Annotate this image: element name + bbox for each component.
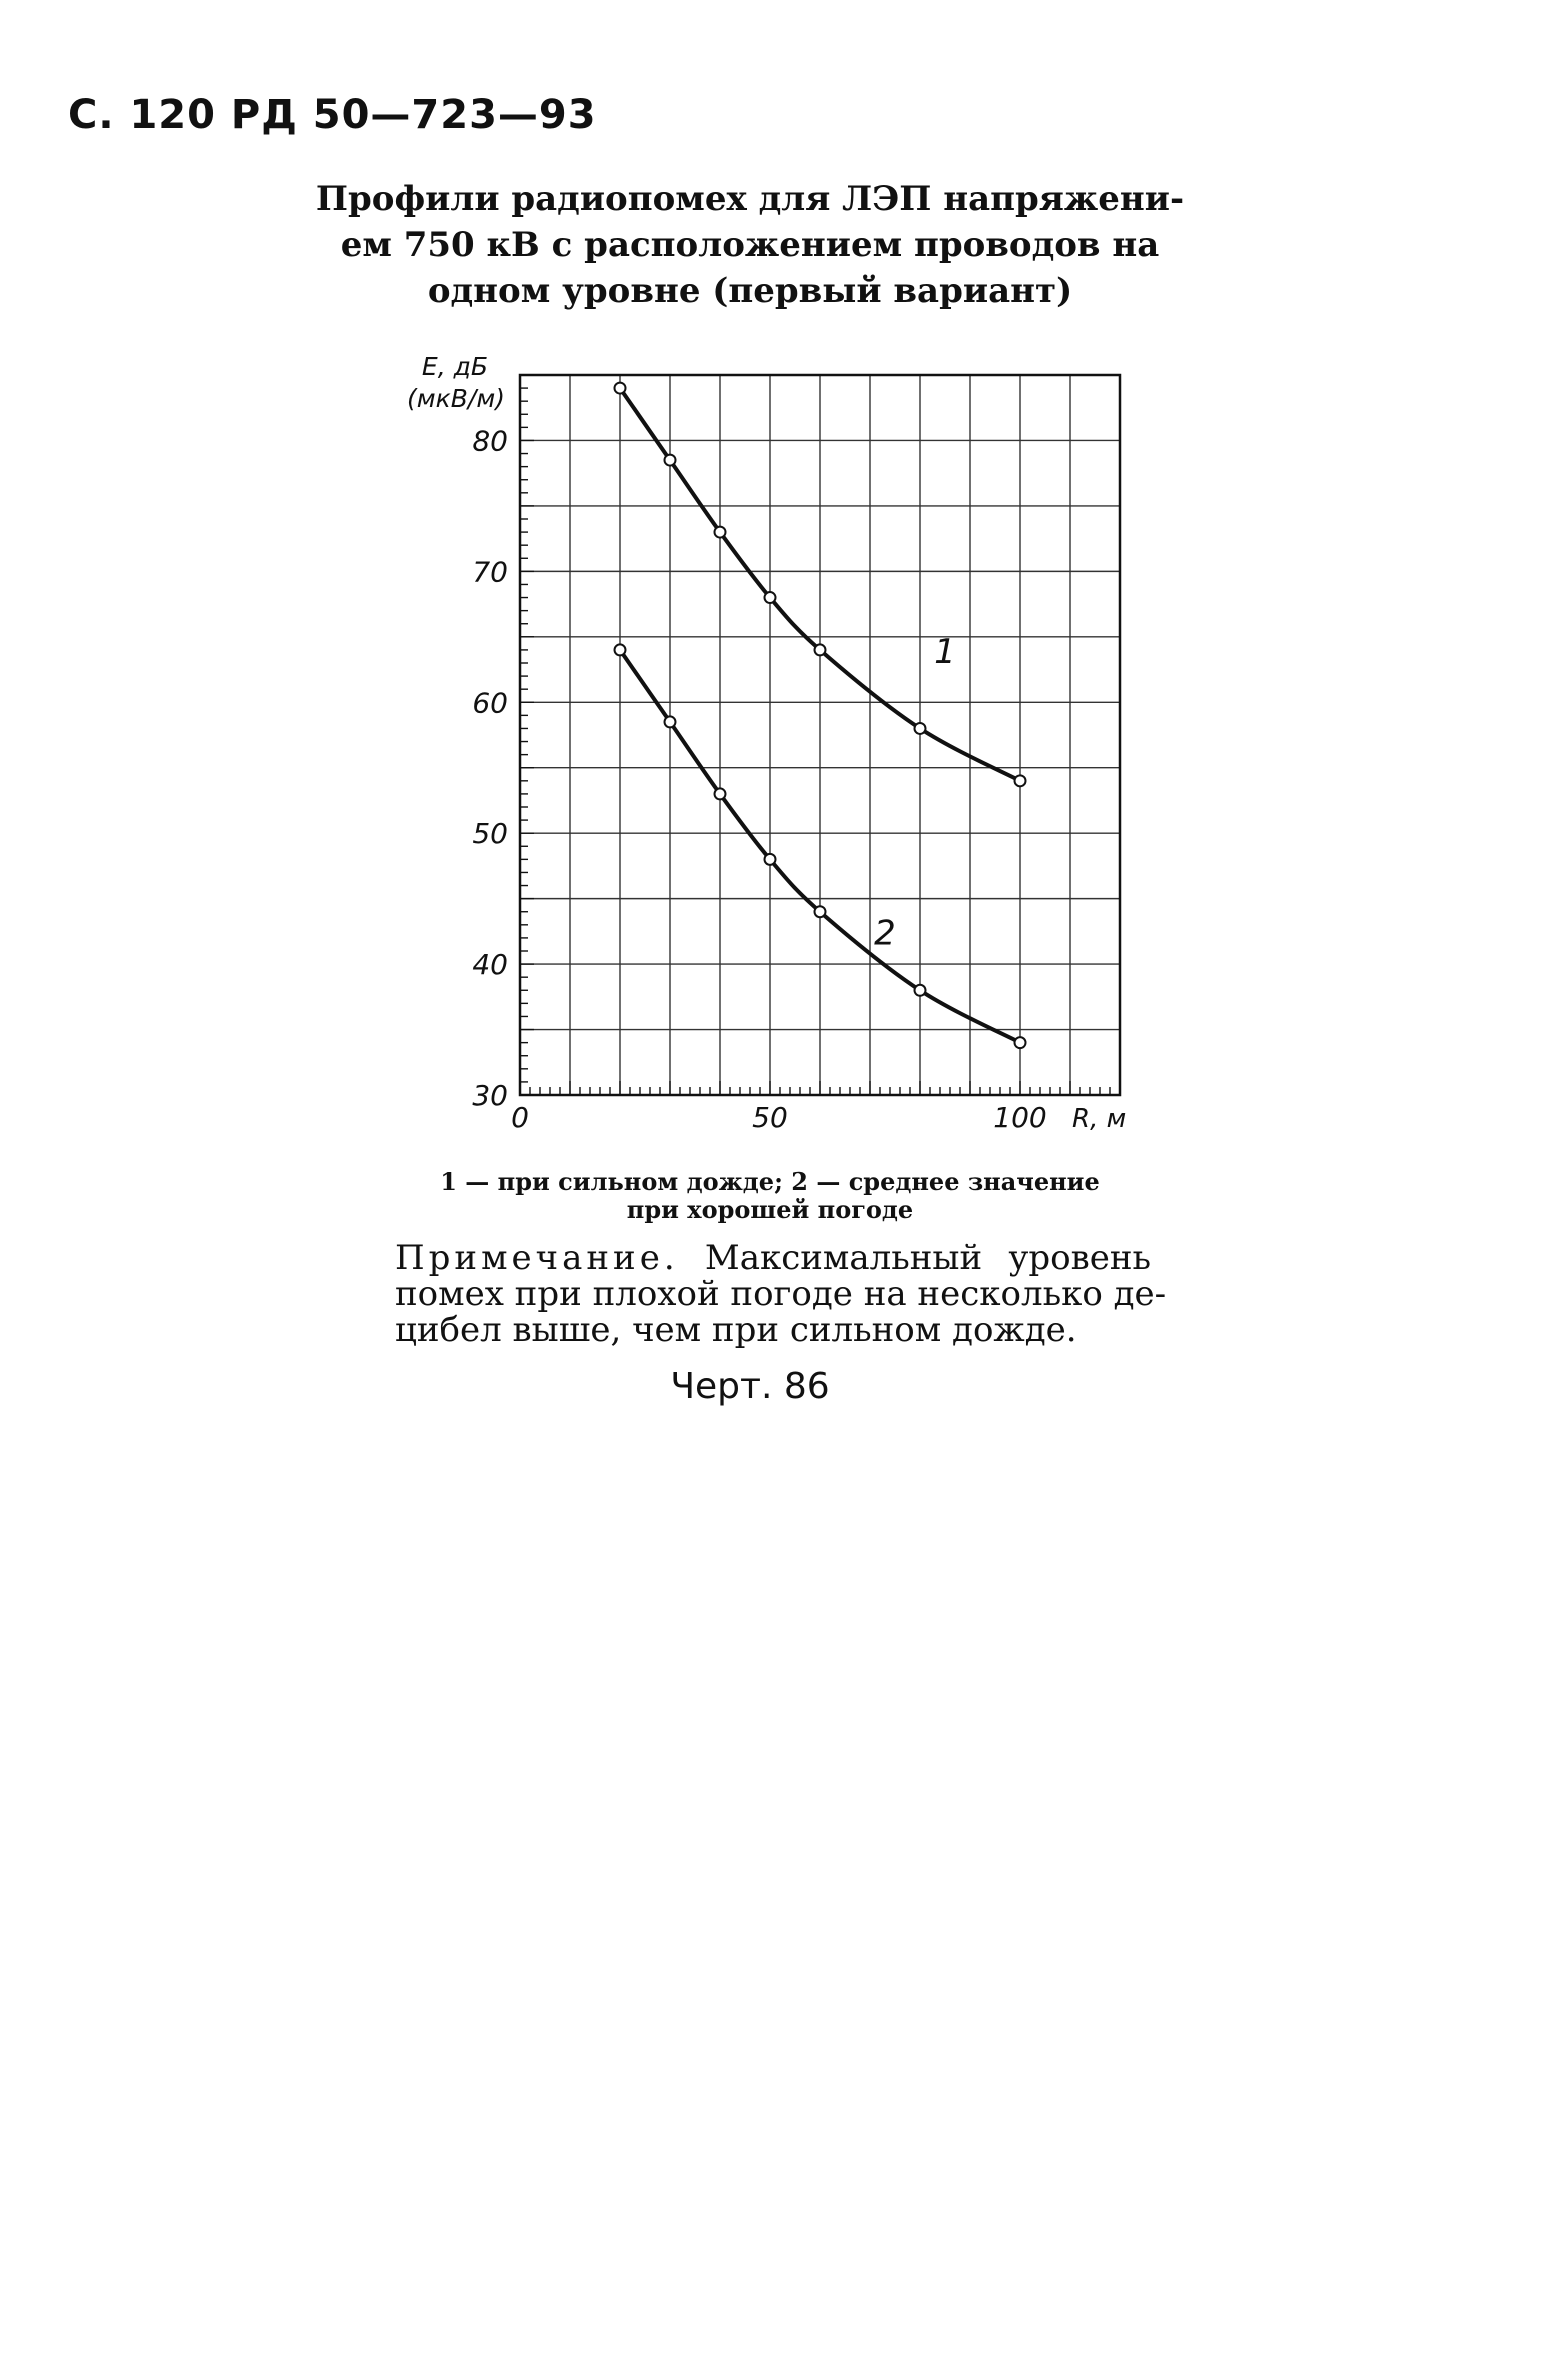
series-label-2: 2: [874, 913, 896, 954]
note-line-3: цибел выше, чем при сильном дожде.: [395, 1310, 1077, 1350]
x-tick-label: 100: [993, 1101, 1047, 1134]
note-line-1: [395, 1240, 1151, 1276]
note-label: Примечание.: [395, 1238, 679, 1278]
series-point-1: [815, 644, 826, 655]
series-point-1: [915, 723, 926, 734]
series-point-2: [715, 788, 726, 799]
series-point-1: [615, 383, 626, 394]
chart-grid: [520, 375, 1120, 1095]
note-text-1: Максимальный уровень: [704, 1238, 1152, 1278]
figure-title-line-2: ем 750 кВ с расположением проводов на: [340, 225, 1160, 265]
series-point-2: [815, 906, 826, 917]
y-axis-label-line-1: Е, дБ: [421, 352, 489, 381]
series-point-2: [1015, 1037, 1026, 1048]
page-header: С. 120 РД 50—723—93: [68, 92, 597, 138]
y-axis-label-line-2: (мкВ/м): [407, 384, 505, 413]
legend-line-2: при хорошей погоде: [626, 1195, 914, 1224]
x-tick-label: 0: [511, 1101, 529, 1134]
series-point-1: [715, 527, 726, 538]
series-point-2: [615, 644, 626, 655]
note-line-2: помех при плохой погоде на несколько де-: [395, 1274, 1167, 1314]
y-tick-label: 40: [472, 948, 508, 982]
chart-labels: [407, 352, 1126, 1134]
y-tick-label: 70: [472, 555, 508, 589]
series-point-2: [765, 854, 776, 865]
series-point-2: [665, 716, 676, 727]
y-tick-label: 80: [472, 424, 508, 458]
series-label-1: 1: [934, 632, 956, 672]
legend-line-1: 1 — при сильном дожде; 2 — среднее значение: [440, 1167, 1100, 1196]
series-point-1: [1015, 775, 1026, 786]
figure-label: Черт. 86: [670, 1366, 830, 1407]
y-tick-label: 50: [472, 817, 508, 851]
figure-title-line-1: Профили радиопомех для ЛЭП напряжени-: [315, 179, 1185, 219]
x-axis-label: R, м: [1072, 1104, 1127, 1134]
figure-title: [300, 176, 1200, 314]
note-block: [395, 1238, 1167, 1350]
series-point-1: [765, 592, 776, 603]
radio-interference-chart: [360, 345, 1180, 1145]
series-point-2: [915, 985, 926, 996]
series-point-1: [665, 455, 676, 466]
chart-legend: [380, 1168, 1160, 1224]
figure-title-line-3: одном уровне (первый вариант): [427, 271, 1073, 311]
x-tick-label: 50: [752, 1101, 788, 1134]
y-tick-label: 60: [472, 686, 508, 720]
y-tick-label: 30: [472, 1079, 508, 1112]
